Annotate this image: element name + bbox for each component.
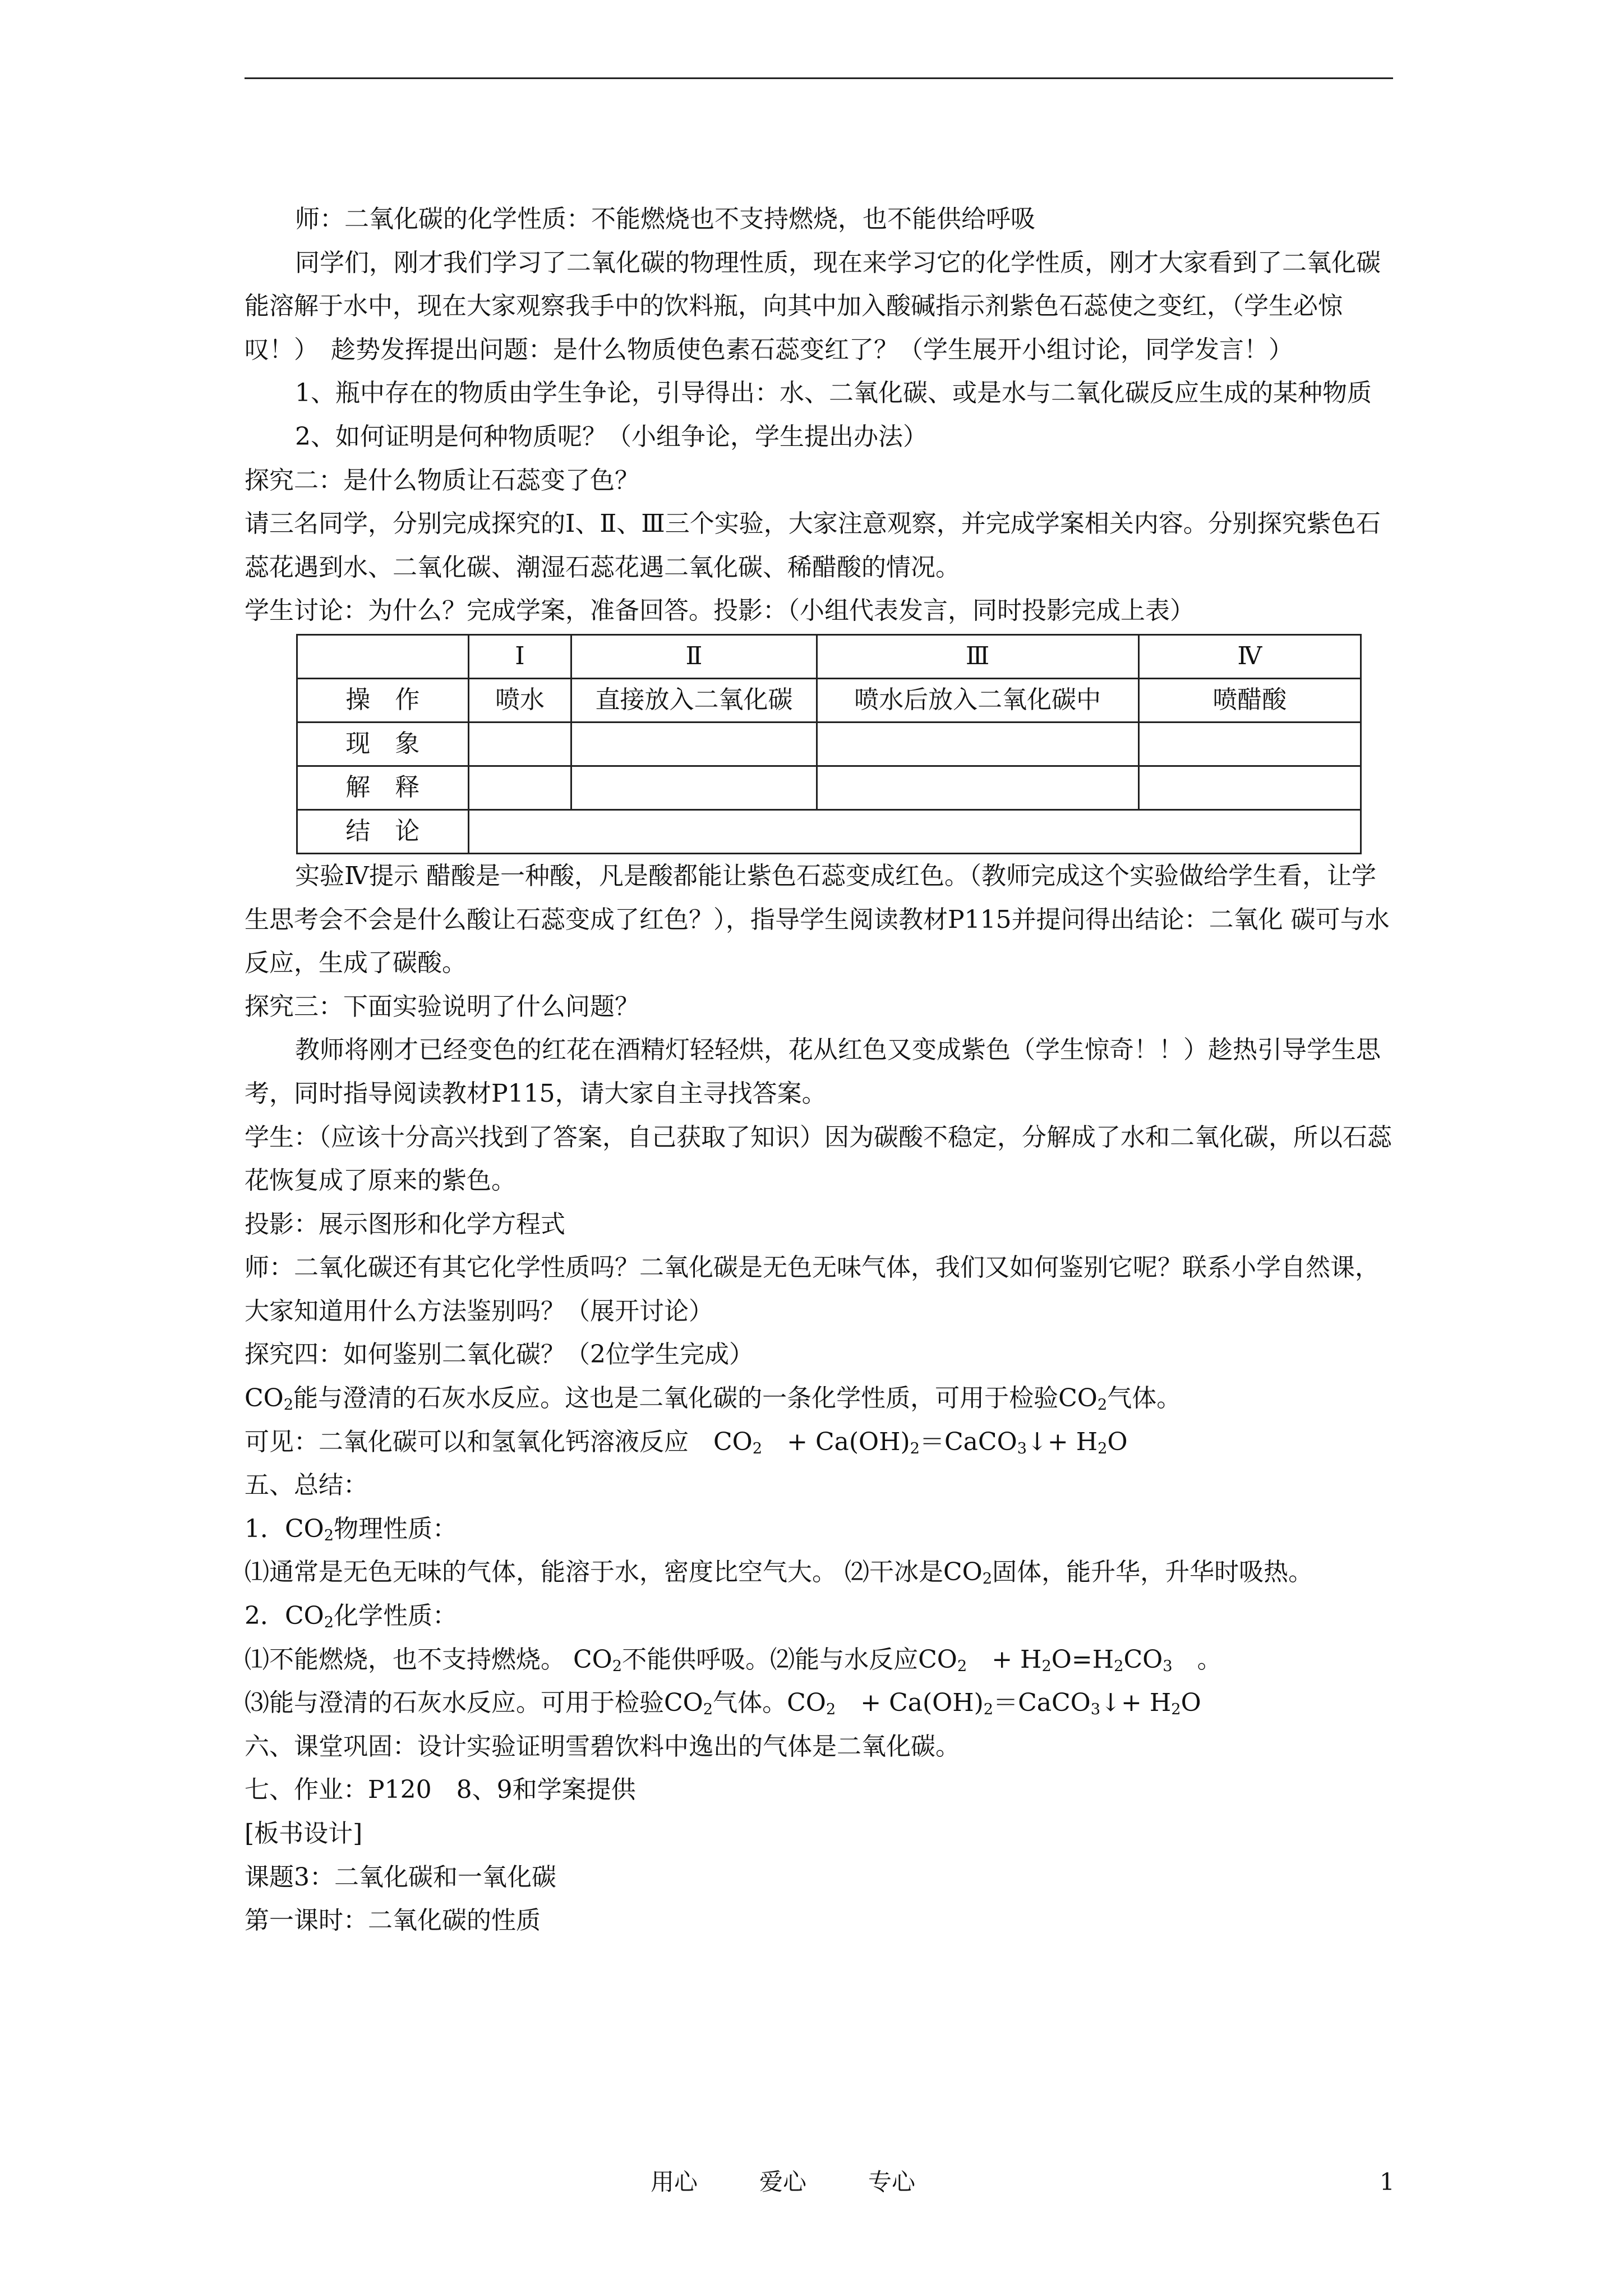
table-cell [817,722,1138,766]
paragraph: 实验Ⅳ提示 醋酸是一种酸，凡是酸都能让紫色石蕊变成红色。（教师完成这个实验做给学生看，让学生思考会不会是什么酸让石蕊变成了红色？），指导学生阅读教材P115并提问得出结论：二氧化 碳可与水反应，生成了碳酸。 [245,861,1390,978]
formula-line-co2-test: $CO_2$能与澄清的石灰水反应。这也是二氧化碳的一条化学性质，可用于检验$CO_2$气体。 [245,1384,1182,1414]
table-header-row [297,634,1361,678]
summary-physical-body: ⑴通常是无色无味的气体，能溶于水，密度比空气大。 ⑵干冰是$CO_2$固体，能升华，升华时吸热。 [245,1558,1313,1588]
page-number: 1 [1380,2168,1395,2196]
footer-motto [651,2165,977,2199]
table-cell: 喷水后放入二氧化碳中 [817,678,1138,722]
document-body [245,197,1393,1943]
table-cell [817,766,1138,809]
formula-line-reaction: 可见：二氧化碳可以和氢氧化钙溶液反应 $CO_2$ + $Ca(OH)_2=CaCO_3↓+ H_2O$ [245,1427,1128,1457]
section-heading: 探究四：如何鉴别二氧化碳？（2位学生完成） [245,1340,754,1369]
section-heading: 五、总结： [245,1471,368,1500]
table-cell [571,722,817,766]
table-header-cell: Ⅰ [468,634,571,678]
paragraph: 师：二氧化碳还有其它化学性质吗？二氧化碳是无色无味气体，我们又如何鉴别它呢？联系小学自然课，大家知道用什么方法鉴别吗？（展开讨论） [245,1253,1380,1326]
table-cell [468,722,571,766]
section-heading: 六、课堂巩固：设计实验证明雪碧饮料中逸出的气体是二氧化碳。 [245,1732,960,1761]
table-cell: 喷水 [468,678,571,722]
section-heading: 探究三：下面实验说明了什么问题？ [245,992,639,1021]
table-header-cell [297,634,469,678]
paragraph: 学生讨论：为什么？完成学案，准备回答。投影：（小组代表发言，同时投影完成上表） [245,596,1195,625]
board-design-heading: [板书设计] [245,1819,363,1848]
paragraph: 教师将刚才已经变色的红花在酒精灯轻轻烘，花从红色又变成紫色（学生惊奇！！）趁热引导学生思考，同时指导阅读教材P115，请大家自主寻找答案。 [245,1036,1381,1108]
table-cell: 直接放入二氧化碳 [571,678,817,722]
row-label: 结 论 [297,809,469,853]
summary-chemical-item: ⑴不能燃烧，也不支持燃烧。 $CO_2$不能供呼吸。⑵能与水反应$CO_2$ + $H_2O=H_2CO_3$ 。 [245,1645,1222,1675]
footer-word: 用心 [651,2168,698,2196]
header-rule [245,77,1393,79]
table-header-cell: Ⅱ [571,634,817,678]
summary-chemical-item: ⑶能与澄清的石灰水反应。可用于检验$CO_2$气体。$CO_2$ + $Ca(OH)_2=CaCO_3↓+ H_2O$ [245,1688,1201,1719]
paragraph: 同学们，刚才我们学习了二氧化碳的物理性质，现在来学习它的化学性质，刚才大家看到了二氧化碳能溶解于水中，现在大家观察我手中的饮料瓶，向其中加入酸碱指示剂紫色石蕊使之变红，（学生必惊叹！） 趁势发挥提出问题：是什么物质使色素石蕊变红了？（学生展开小组讨论，同学发言！） [245,248,1381,364]
table-cell: 喷醋酸 [1138,678,1361,722]
footer-word: 爱心 [759,2168,807,2196]
paragraph: 请三名同学，分别完成探究的Ⅰ、Ⅱ、Ⅲ三个实验，大家注意观察，并完成学案相关内容。分别探究紫色石蕊花遇到水、二氧化碳、潮湿石蕊花遇二氧化碳、稀醋酸的情况。 [245,509,1381,582]
row-label: 操 作 [297,678,469,722]
table-header-cell: Ⅳ [1138,634,1361,678]
paragraph: 2、如何证明是何种物质呢？（小组争论，学生提出办法） [295,422,928,451]
table-row [297,809,1361,853]
table-row [297,766,1361,809]
footer-word: 专心 [868,2168,916,2196]
paragraph: 师：二氧化碳的化学性质：不能燃烧也不支持燃烧，也不能供给呼吸 [295,205,1035,233]
table-cell [468,809,1361,853]
section-heading: 七、作业：P120 8、9和学案提供 [245,1775,636,1805]
row-label: 解 释 [297,766,469,809]
paragraph: 学生：（应该十分高兴找到了答案，自己获取了知识）因为碳酸不稳定，分解成了水和二氧化碳，所以石蕊花恢复成了原来的紫色。 [245,1122,1392,1195]
table-cell [571,766,817,809]
summary-chemical-title: 2．$CO_2$化学性质： [245,1602,458,1632]
summary-physical-title: 1．$CO_2$物理性质： [245,1514,458,1544]
table-row [297,678,1361,722]
row-label: 现 象 [297,722,469,766]
table-header-cell: Ⅲ [817,634,1138,678]
experiment-table [296,634,1362,854]
paragraph: 1、瓶中存在的物质由学生争论，引导得出：水、二氧化碳、或是水与二氧化碳反应生成的某种物质 [295,379,1372,408]
table-cell [1138,722,1361,766]
paragraph: 课题3：二氧化碳和一氧化碳 [245,1862,556,1892]
paragraph: 第一课时：二氧化碳的性质 [245,1906,541,1935]
table-row [297,722,1361,766]
table-cell [1138,766,1361,809]
section-heading: 探究二：是什么物质让石蕊变了色？ [245,466,639,495]
paragraph: 投影：展示图形和化学方程式 [245,1209,565,1239]
table-cell [468,766,571,809]
